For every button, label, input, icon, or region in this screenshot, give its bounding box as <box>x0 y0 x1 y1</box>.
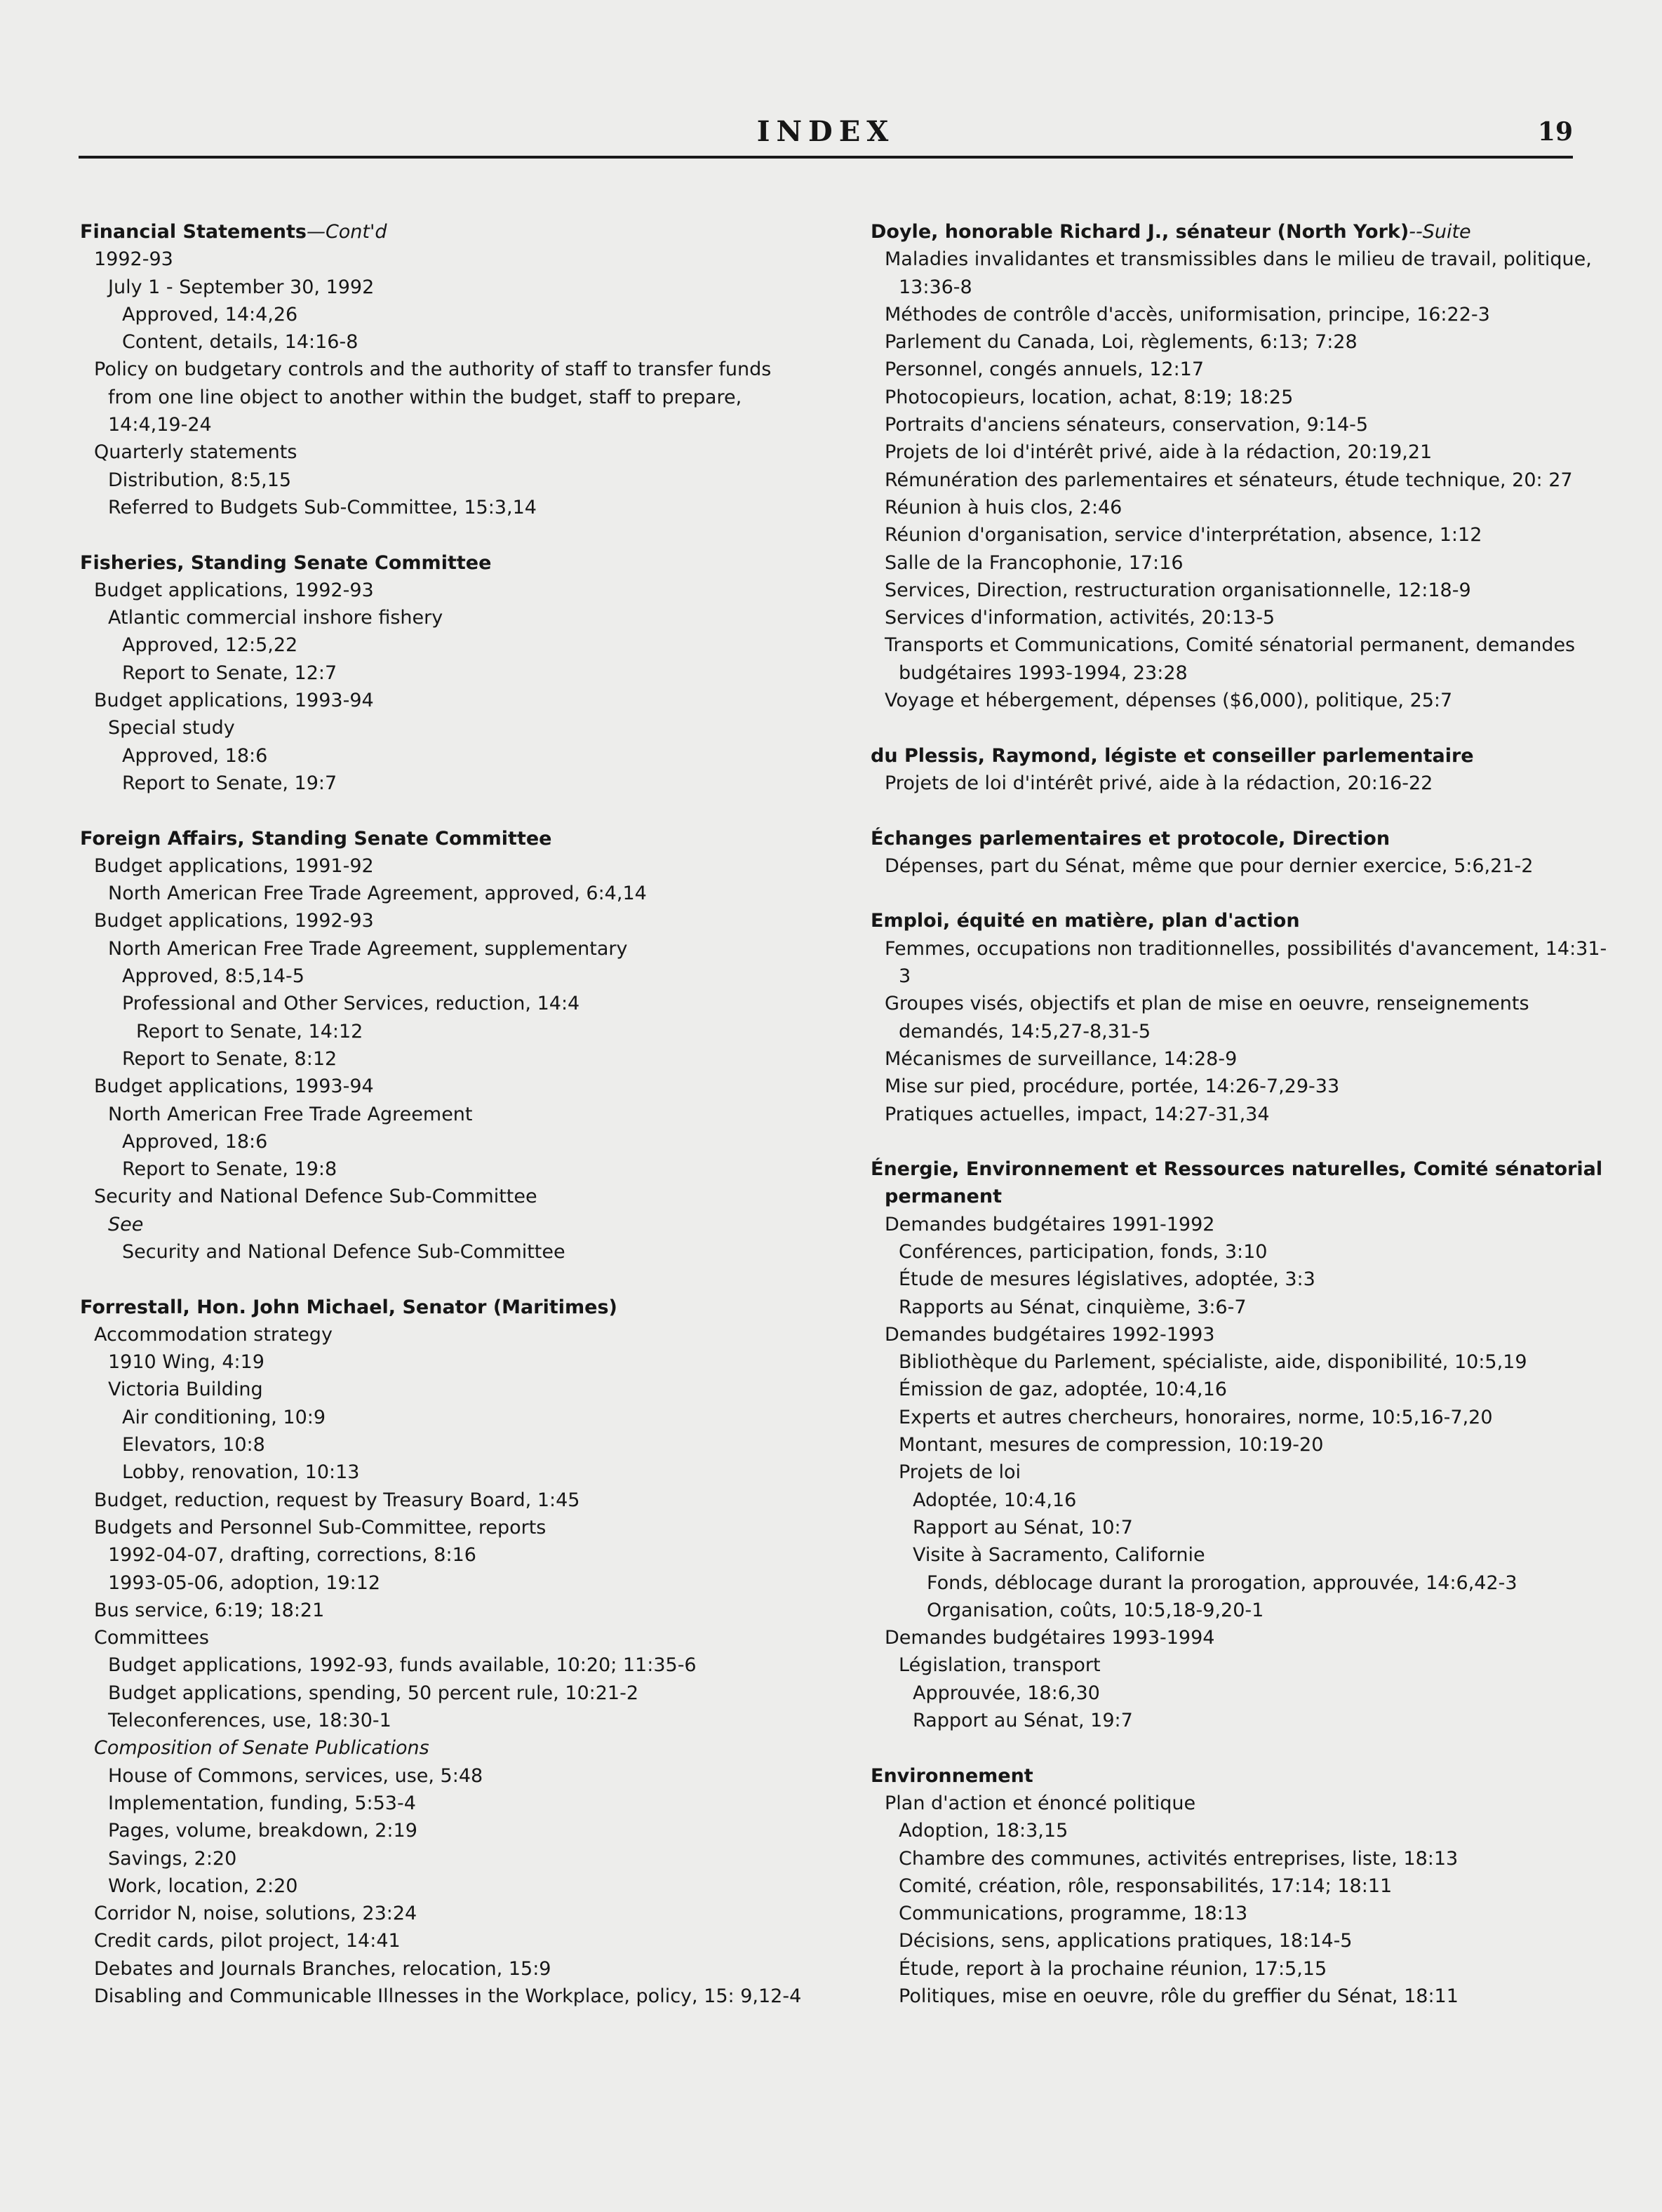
index-subentry: North American Free Trade Agreement, approved, 6:4,14 <box>108 883 647 905</box>
index-subentry: Transports et Communications, Comité sénatorial permanent, demandes budgétaires 1993-1994, 23:28 <box>885 634 1576 684</box>
index-subentry: Rapport au Sénat, 10:7 <box>913 1516 1133 1539</box>
index-entry <box>871 1762 1614 2011</box>
index-subentry: Projets de loi <box>899 1461 1021 1484</box>
index-subentry: Work, location, 2:20 <box>108 1875 298 1897</box>
index-subentry: Méthodes de contrôle d'accès, uniformisation, principe, 16:22-3 <box>885 303 1490 326</box>
index-subentry: Voyage et hébergement, dépenses ($6,000), politique, 25:7 <box>885 690 1453 712</box>
index-subentry: Approved, 18:6 <box>122 1130 268 1153</box>
heading-text: Fisheries, Standing Senate Committee <box>80 551 492 574</box>
index-subentry: Disabling and Communicable Illnesses in the Workplace, policy, 15: 9,12-4 <box>94 1985 802 2007</box>
index-subentry: Budget applications, 1991-92 <box>94 854 374 877</box>
index-subentry: Étude de mesures législatives, adoptée, 3:3 <box>899 1268 1315 1291</box>
heading-text: Financial Statements <box>80 221 307 243</box>
index-subentry: Budget applications, spending, 50 percent rule, 10:21-2 <box>108 1682 638 1704</box>
header-rule <box>79 156 1573 159</box>
index-subentry: Décisions, sens, applications pratiques, 18:14-5 <box>899 1930 1353 1952</box>
index-subentry: Budget, reduction, request by Treasury Board, 1:45 <box>94 1489 580 1511</box>
heading-text: Forrestall, Hon. John Michael, Senator (Maritimes) <box>80 1296 617 1318</box>
index-subentry: Émission de gaz, adoptée, 10:4,16 <box>899 1379 1227 1401</box>
index-subentry: Photocopieurs, location, achat, 8:19; 18:25 <box>885 386 1294 408</box>
index-subentry: Approved, 18:6 <box>122 744 268 767</box>
index-subentry: Credit cards, pilot project, 14:41 <box>94 1930 401 1952</box>
index-subentry: Report to Senate, 19:8 <box>122 1158 337 1181</box>
index-column-left <box>80 218 810 2038</box>
index-subentry: Budget applications, 1993-94 <box>94 1075 374 1098</box>
index-subentry: See <box>108 1213 144 1235</box>
index-subentry: Debates and Journals Branches, relocation, 15:9 <box>94 1957 551 1980</box>
index-subentry: Atlantic commercial inshore fishery <box>108 607 443 629</box>
index-entry-heading <box>871 218 1614 246</box>
index-subentry: Approved, 14:4,26 <box>122 303 298 326</box>
index-subentry: Quarterly statements <box>94 441 297 464</box>
index-subentry: Conférences, participation, fonds, 3:10 <box>899 1240 1268 1263</box>
heading-text: Doyle, honorable Richard J., sénateur (North York) <box>871 221 1409 243</box>
index-subentry: Personnel, congés annuels, 12:17 <box>885 358 1205 381</box>
index-subentry: Projets de loi d'intérêt privé, aide à la rédaction, 20:16-22 <box>885 772 1433 794</box>
index-subentry: Teleconferences, use, 18:30-1 <box>108 1710 391 1732</box>
index-subentry: Maladies invalidantes et transmissibles dans le milieu de travail, politique, 13:36-8 <box>885 248 1592 298</box>
index-subentry: Approved, 12:5,22 <box>122 634 298 657</box>
index-entry-heading <box>871 825 1614 852</box>
index-subentry: Mécanismes de surveillance, 14:28-9 <box>885 1047 1238 1070</box>
index-subentry: Savings, 2:20 <box>108 1847 237 1870</box>
heading-text: Foreign Affairs, Standing Senate Committee <box>80 827 552 850</box>
index-subentry: Budget applications, 1993-94 <box>94 690 374 712</box>
index-subentry: Pages, volume, breakdown, 2:19 <box>108 1820 417 1842</box>
index-subentry: Rapport au Sénat, 19:7 <box>913 1710 1133 1732</box>
heading-text: Emploi, équité en matière, plan d'action <box>871 910 1300 932</box>
index-subentry: Budget applications, 1992-93 <box>94 579 374 601</box>
index-subentry: Victoria Building <box>108 1379 263 1401</box>
index-entry <box>871 1155 1614 1734</box>
index-subentry: Adoptée, 10:4,16 <box>913 1489 1077 1511</box>
index-subentry: Pratiques actuelles, impact, 14:27-31,34 <box>885 1103 1270 1125</box>
index-entry-heading <box>80 1294 810 1321</box>
index-subentry: Report to Senate, 12:7 <box>122 662 337 684</box>
index-subentry: Adoption, 18:3,15 <box>899 1820 1068 1842</box>
index-subentry: Report to Senate, 14:12 <box>136 1020 363 1043</box>
index-entry-heading <box>871 1155 1614 1211</box>
index-subentry: Services d'information, activités, 20:13-5 <box>885 607 1275 629</box>
index-subentry: Groupes visés, objectifs et plan de mise en oeuvre, renseignements demandés, 14:5,27-8,31-5 <box>885 993 1529 1043</box>
index-subentry: 1992-04-07, drafting, corrections, 8:16 <box>108 1544 476 1567</box>
page-number: 19 <box>1537 117 1573 147</box>
index-entry-heading <box>871 907 1614 934</box>
index-entry-heading <box>871 1762 1614 1790</box>
index-entry <box>871 742 1614 798</box>
index-subentry: 1910 Wing, 4:19 <box>108 1351 264 1374</box>
index-subentry: Special study <box>108 717 235 739</box>
index-subentry: Demandes budgétaires 1993-1994 <box>885 1627 1215 1649</box>
heading-text: Énergie, Environnement et Ressources naturelles, Comité sénatorial permanent <box>871 1158 1603 1208</box>
index-subentry: Budgets and Personnel Sub-Committee, reports <box>94 1516 547 1539</box>
index-entry <box>871 825 1614 880</box>
index-entry <box>80 549 810 798</box>
index-subentry: Demandes budgétaires 1992-1993 <box>885 1323 1215 1346</box>
index-subentry: Elevators, 10:8 <box>122 1434 265 1456</box>
heading-text: Échanges parlementaires et protocole, Direction <box>871 827 1390 850</box>
heading-continuation: --Suite <box>1409 221 1471 243</box>
index-subentry: Rémunération des parlementaires et sénateurs, étude technique, 20: 27 <box>885 469 1573 491</box>
heading-text: du Plessis, Raymond, légiste et conseiller parlementaire <box>871 744 1474 767</box>
page-header <box>79 114 1573 156</box>
index-subentry: July 1 - September 30, 1992 <box>108 276 375 298</box>
index-subentry: Étude, report à la prochaine réunion, 17:5,15 <box>899 1957 1327 1980</box>
index-subentry: Approved, 8:5,14-5 <box>122 965 304 988</box>
index-title: INDEX <box>756 115 895 148</box>
index-entry-heading <box>871 742 1614 770</box>
index-subentry: Chambre des communes, activités entreprises, liste, 18:13 <box>899 1847 1459 1870</box>
index-subentry: Bibliothèque du Parlement, spécialiste, aide, disponibilité, 10:5,19 <box>899 1351 1527 1374</box>
index-subentry: Législation, transport <box>899 1654 1101 1677</box>
index-subentry: Portraits d'anciens sénateurs, conservation, 9:14-5 <box>885 414 1369 436</box>
index-subentry: Budget applications, 1992-93 <box>94 910 374 932</box>
index-subentry: Rapports au Sénat, cinquième, 3:6-7 <box>899 1296 1247 1318</box>
index-subentry: Approuvée, 18:6,30 <box>913 1682 1100 1704</box>
index-subentry: Corridor N, noise, solutions, 23:24 <box>94 1903 417 1925</box>
index-subentry: Policy on budgetary controls and the authority of staff to transfer funds from one line object to another within the budget, staff to prepare, 14:4,19-24 <box>94 358 772 436</box>
index-subentry: 1992-93 <box>94 248 173 271</box>
index-subentry: Demandes budgétaires 1991-1992 <box>885 1213 1215 1235</box>
index-subentry: Distribution, 8:5,15 <box>108 469 292 491</box>
index-subentry: North American Free Trade Agreement, supplementary <box>108 937 628 960</box>
index-subentry: Air conditioning, 10:9 <box>122 1406 326 1428</box>
index-subentry: Mise sur pied, procédure, portée, 14:26-7,29-33 <box>885 1075 1340 1098</box>
index-subentry: North American Free Trade Agreement <box>108 1103 473 1125</box>
index-subentry: Comité, création, rôle, responsabilités, 17:14; 18:11 <box>899 1875 1393 1897</box>
index-subentry: Organisation, coûts, 10:5,18-9,20-1 <box>927 1599 1264 1621</box>
index-subentry: Security and National Defence Sub-Committee <box>94 1186 537 1208</box>
index-subentry: Fonds, déblocage durant la prorogation, approuvée, 14:6,42-3 <box>927 1571 1517 1594</box>
index-column-right <box>871 218 1614 2038</box>
index-subentry: Services, Direction, restructuration organisationnelle, 12:18-9 <box>885 579 1471 601</box>
index-subentry: Femmes, occupations non traditionnelles, possibilités d'avancement, 14:31-3 <box>885 937 1607 988</box>
heading-continuation: —Cont'd <box>306 221 387 243</box>
index-subentry: Professional and Other Services, reduction, 14:4 <box>122 993 580 1015</box>
index-subentry: Bus service, 6:19; 18:21 <box>94 1599 325 1621</box>
index-entry-heading <box>80 549 810 577</box>
index-subentry: Dépenses, part du Sénat, même que pour dernier exercice, 5:6,21-2 <box>885 854 1534 877</box>
index-subentry: Montant, mesures de compression, 10:19-20 <box>899 1434 1324 1456</box>
index-subentry: Experts et autres chercheurs, honoraires, norme, 10:5,16-7,20 <box>899 1406 1493 1428</box>
index-subentry: Salle de la Francophonie, 17:16 <box>885 551 1184 574</box>
index-entry <box>871 218 1614 714</box>
index-entry <box>80 825 810 1266</box>
index-subentry: Lobby, renovation, 10:13 <box>122 1461 360 1484</box>
index-subentry: Visite à Sacramento, Californie <box>913 1544 1205 1567</box>
index-subentry: Budget applications, 1992-93, funds available, 10:20; 11:35-6 <box>108 1654 697 1677</box>
index-subentry: Committees <box>94 1627 209 1649</box>
index-subentry: Projets de loi d'intérêt privé, aide à la rédaction, 20:19,21 <box>885 441 1433 464</box>
heading-text: Environnement <box>871 1764 1033 1787</box>
index-subentry: Accommodation strategy <box>94 1323 333 1346</box>
index-subentry: Referred to Budgets Sub-Committee, 15:3,14 <box>108 496 537 518</box>
index-subentry: Report to Senate, 8:12 <box>122 1047 337 1070</box>
index-subentry: Réunion d'organisation, service d'interprétation, absence, 1:12 <box>885 524 1482 547</box>
index-subentry: Parlement du Canada, Loi, règlements, 6:13; 7:28 <box>885 331 1358 354</box>
index-entry <box>871 907 1614 1127</box>
index-subentry: Content, details, 14:16-8 <box>122 331 358 354</box>
index-entry <box>80 218 810 521</box>
index-entry-heading <box>80 825 810 852</box>
index-subentry: Plan d'action et énoncé politique <box>885 1792 1196 1814</box>
index-subentry: Implementation, funding, 5:53-4 <box>108 1792 416 1814</box>
index-entry-heading <box>80 218 810 246</box>
index-subentry: Composition of Senate Publications <box>94 1737 429 1759</box>
index-entry <box>80 1294 810 2011</box>
index-subentry: Réunion à huis clos, 2:46 <box>885 496 1122 518</box>
index-subentry: Communications, programme, 18:13 <box>899 1903 1248 1925</box>
index-subentry: Report to Senate, 19:7 <box>122 772 337 794</box>
index-subentry: Politiques, mise en oeuvre, rôle du greffier du Sénat, 18:11 <box>899 1985 1459 2007</box>
index-subentry: Security and National Defence Sub-Committee <box>122 1240 565 1263</box>
index-subentry: 1993-05-06, adoption, 19:12 <box>108 1571 381 1594</box>
index-subentry: House of Commons, services, use, 5:48 <box>108 1764 483 1787</box>
